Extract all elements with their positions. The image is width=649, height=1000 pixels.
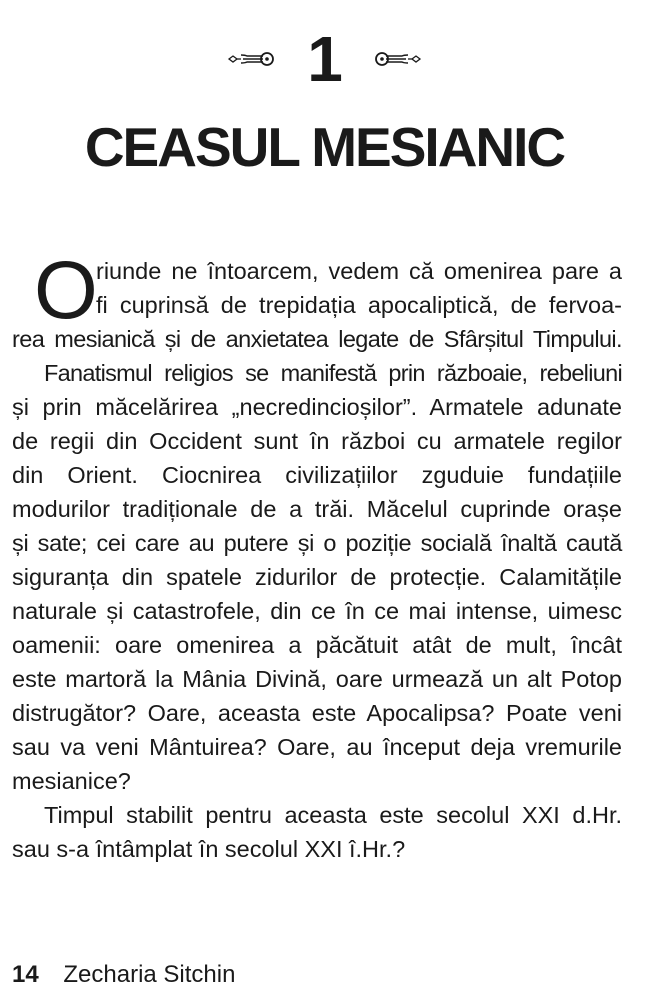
text-line: riunde ne întoarcem, vedem că omenirea pare a bbox=[96, 258, 622, 284]
text-line: rea mesianică și de anxietatea legate de Sfârșitul Timpului. bbox=[12, 326, 622, 352]
third-paragraph bbox=[12, 798, 622, 866]
ornament-right-icon bbox=[372, 49, 422, 69]
text-line: din Orient. Ciocnirea civilizațiilor zguduie fundațiile bbox=[12, 462, 622, 488]
text-line: fi cuprinsă de trepidația apocaliptică, de fervoa- bbox=[96, 292, 622, 318]
text-line: modurilor tradiționale de a trăi. Măcelul cuprinde orașe bbox=[12, 496, 622, 522]
text-line: distrugător? Oare, aceasta este Apocalipsa? Poate veni bbox=[12, 700, 622, 726]
text-line: mesianice? bbox=[12, 768, 131, 794]
text-line: Fanatismul religios se manifestă prin războaie, rebeliuni bbox=[44, 360, 622, 386]
page-footer bbox=[12, 960, 235, 990]
text-line: naturale și catastrofele, din ce în ce mai intense, uimesc bbox=[12, 598, 622, 624]
text-line: și sate; cei care au putere și o poziție socială înaltă caută bbox=[12, 530, 622, 556]
running-footer-author: Zecharia Sitchin bbox=[63, 961, 236, 988]
text-line: sau s-a întâmplat în secolul XXI î.Hr.? bbox=[12, 836, 406, 862]
chapter-title: CEASUL MESIANIC bbox=[84, 116, 565, 178]
first-paragraph bbox=[12, 245, 622, 356]
text-line: oamenii: oare omenirea a păcătuit atât de mult, încât bbox=[12, 632, 622, 658]
chapter-number-row bbox=[0, 24, 649, 94]
text-line: sau va veni Mântuirea? Oare, au început deja vremurile bbox=[12, 734, 622, 760]
text-line: și prin măcelărirea „necredincioșilor”. Armatele adunate bbox=[12, 394, 622, 420]
text-line: este martoră la Mânia Divină, oare urmează un alt Potop bbox=[12, 666, 622, 692]
text-line: Timpul stabilit pentru aceasta este secolul XXI d.Hr. bbox=[44, 802, 622, 828]
ornament-left-icon bbox=[227, 49, 277, 69]
drop-cap: O bbox=[34, 245, 98, 336]
text-line: de regii din Occident sunt în război cu armatele regilor bbox=[12, 428, 622, 454]
text-line: siguranța din spatele zidurilor de protecție. Calamitățile bbox=[12, 564, 622, 590]
body-text bbox=[12, 245, 622, 866]
page-number: 14 bbox=[12, 961, 39, 988]
chapter-number: 1 bbox=[307, 23, 342, 95]
second-paragraph bbox=[12, 356, 622, 798]
